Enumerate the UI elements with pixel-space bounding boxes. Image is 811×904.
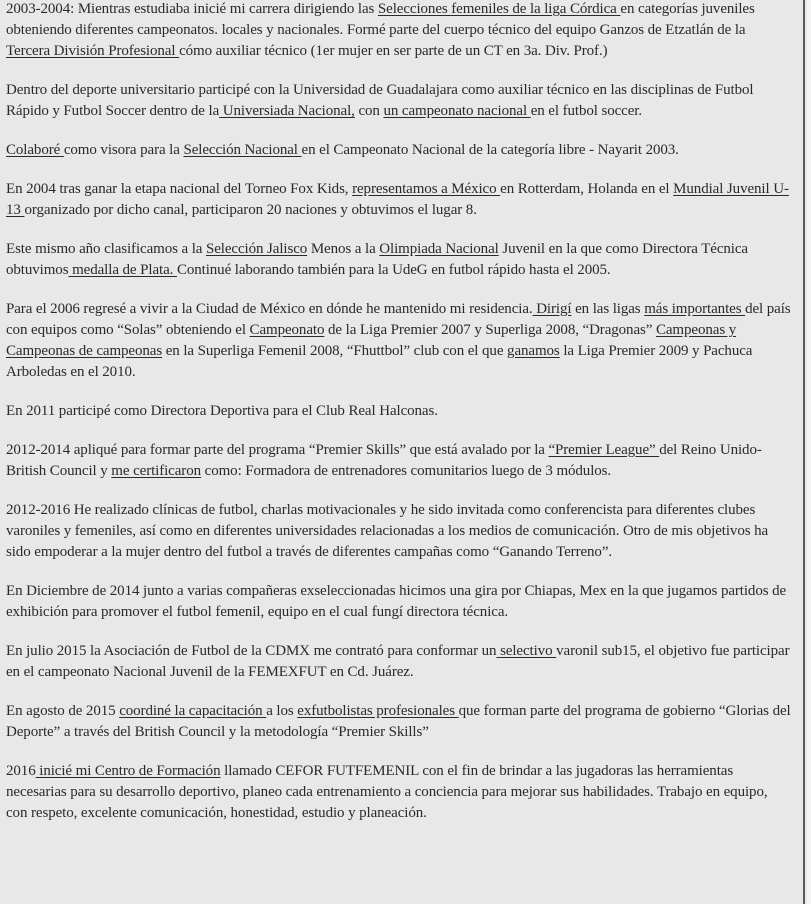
paragraph-12 <box>6 701 791 743</box>
inline-link[interactable]: Universiada Nacional, <box>219 103 355 119</box>
body-text: 2003-2004: Mientras estudiaba inicié mi carrera dirigiendo las <box>6 1 378 17</box>
inline-link[interactable]: Selecciones femeniles de la liga Córdica <box>377 1 621 17</box>
inline-link[interactable]: representamos a México <box>352 181 501 197</box>
inline-link[interactable]: exfutbolistas profesionales <box>297 703 459 719</box>
body-text: Este mismo año clasificamos a la <box>6 241 206 257</box>
body-text: de la Liga Premier 2007 y Superliga 2008, “Dragonas” <box>324 322 656 338</box>
inline-link[interactable]: inicié mi Centro de Formación <box>35 763 221 779</box>
paragraph-7 <box>6 401 791 422</box>
inline-link[interactable]: Colaboré <box>6 142 64 158</box>
inline-link[interactable]: Campeonas y Campeonas de campeonas <box>6 322 737 359</box>
body-text: Para el 2006 regresé a vivir a la Ciudad de México en dónde he mantenido mi residencia. <box>6 301 533 317</box>
inline-link[interactable]: me certificaron <box>111 463 201 479</box>
body-text: En 2004 tras ganar la etapa nacional del Torneo Fox Kids, <box>6 181 353 197</box>
body-text: Dentro del deporte universitario participé con la Universidad de Guadalajara como auxiliar técnico en las disciplinas de Futbol Rápido y Futbol Soccer dentro de la <box>6 82 754 119</box>
body-text: a los <box>266 703 298 719</box>
body-text: en categorías juveniles obteniendo diferentes campeonatos. locales y nacionales. Formé parte del cuerpo técnico del equipo Ganzos de Etzatlán de la <box>6 1 755 38</box>
body-text: 2012-2016 He realizado clínicas de futbol, charlas motivacionales y he sido invitada como conferencista para diferentes clubes varoniles y femeniles, así como en diferentes universidades relacionadas a los medios de comunicación. Otro de mis objetivos ha sido empoderar a la mujer dentro del futbol a través de diferentes campañas como “Ganando Terreno”. <box>6 502 769 560</box>
body-text: En 2011 participé como Directora Deportiva para el Club Real Halconas. <box>6 403 438 419</box>
window-edge <box>807 0 811 904</box>
inline-link[interactable]: Dirigí <box>532 301 572 317</box>
body-text: En agosto de 2015 <box>6 703 120 719</box>
body-text: en Rotterdam, Holanda en el <box>500 181 674 197</box>
body-text: como: Formadora de entrenadores comunitarios luego de 3 módulos. <box>201 463 612 479</box>
body-text: En julio 2015 la Asociación de Futbol de la CDMX me contrató para conformar un <box>6 643 497 659</box>
paragraph-2 <box>6 80 791 122</box>
body-text: organizado por dicho canal, participaron 20 naciones y obtuvimos el lugar 8. <box>24 202 477 218</box>
body-text: como visora para la <box>63 142 184 158</box>
paragraph-5 <box>6 239 791 281</box>
body-text: llamado CEFOR FUTFEMENIL con el fin de brindar a las jugadoras las herramientas necesarias para su desarrollo deportivo, planeo cada entrenamiento a conciencia para mejorar sus habilidades. Trabajo en equipo, con respeto, excelente comunicación, honestidad, estudio y planeación. <box>6 763 768 821</box>
body-text: 2012-2014 apliqué para formar parte del programa “Premier Skills” que está avalado por la <box>6 442 549 458</box>
body-text: la Liga Premier 2009 y Pachuca Arboledas en el 2010. <box>6 343 753 380</box>
body-text: en el Campeonato Nacional de la categoría libre - Nayarit 2003. <box>301 142 679 158</box>
body-text: varonil sub15, el objetivo fue participar en el campeonato Nacional Juvenil de la FEMEXFUT en Cd. Juárez. <box>6 643 790 680</box>
body-text: En Diciembre de 2014 junto a varias compañeras exseleccionadas hicimos una gira por Chiapas, Mex en la que jugamos partidos de exhibición para promover el futbol femenil, equipo en el cual fungí directora técnica. <box>6 583 787 620</box>
inline-link[interactable]: medalla de Plata. <box>68 262 177 278</box>
body-text: Menos a la <box>307 241 380 257</box>
body-text: en el futbol soccer. <box>530 103 642 119</box>
body-text: 2016 <box>6 763 36 779</box>
inline-link[interactable]: Tercera División Profesional <box>6 43 180 59</box>
paragraph-9 <box>6 500 791 563</box>
inline-link[interactable]: “Premier League” <box>548 442 660 458</box>
paragraph-4 <box>6 179 791 221</box>
paragraph-10 <box>6 581 791 623</box>
inline-link[interactable]: Selección Nacional <box>183 142 302 158</box>
inline-link[interactable]: Campeonato <box>249 322 325 338</box>
inline-link[interactable]: un campeonato nacional <box>383 103 531 119</box>
body-text: que forman parte del programa de gobierno “Glorias del Deporte” a través del British Council y la metodología “Premier Skills” <box>6 703 791 740</box>
inline-link[interactable]: Olimpiada Nacional <box>379 241 499 257</box>
body-text: Juvenil en la que como Directora Técnica obtuvimos <box>6 241 748 278</box>
paragraph-11 <box>6 641 791 683</box>
inline-link[interactable]: selectivo <box>496 643 557 659</box>
inline-link[interactable]: Selección Jalisco <box>205 241 308 257</box>
paragraph-3 <box>6 140 791 161</box>
body-text: del país con equipos como “Solas” obteniendo el <box>6 301 791 338</box>
inline-link[interactable]: coordiné la capacitación <box>119 703 267 719</box>
body-text: Continué laborando también para la UdeG en futbol rápido hasta el 2005. <box>176 262 611 278</box>
body-text: en las ligas <box>571 301 645 317</box>
body-text: cómo auxiliar técnico (1er mujer en ser parte de un CT en 3a. Div. Prof.) <box>179 43 608 59</box>
body-text: del Reino Unido-British Council y <box>6 442 762 479</box>
inline-link[interactable]: más importantes <box>644 301 746 317</box>
paragraph-6 <box>6 299 791 383</box>
body-text: en la Superliga Femenil 2008, “Fhuttbol” club con el que <box>162 343 508 359</box>
inline-link[interactable]: ganamos <box>507 343 560 359</box>
paragraph-13 <box>6 761 791 824</box>
paragraph-1 <box>6 0 791 62</box>
inline-link[interactable]: Mundial Juvenil U-13 <box>6 181 789 218</box>
paragraph-8 <box>6 440 791 482</box>
body-text: con <box>354 103 384 119</box>
